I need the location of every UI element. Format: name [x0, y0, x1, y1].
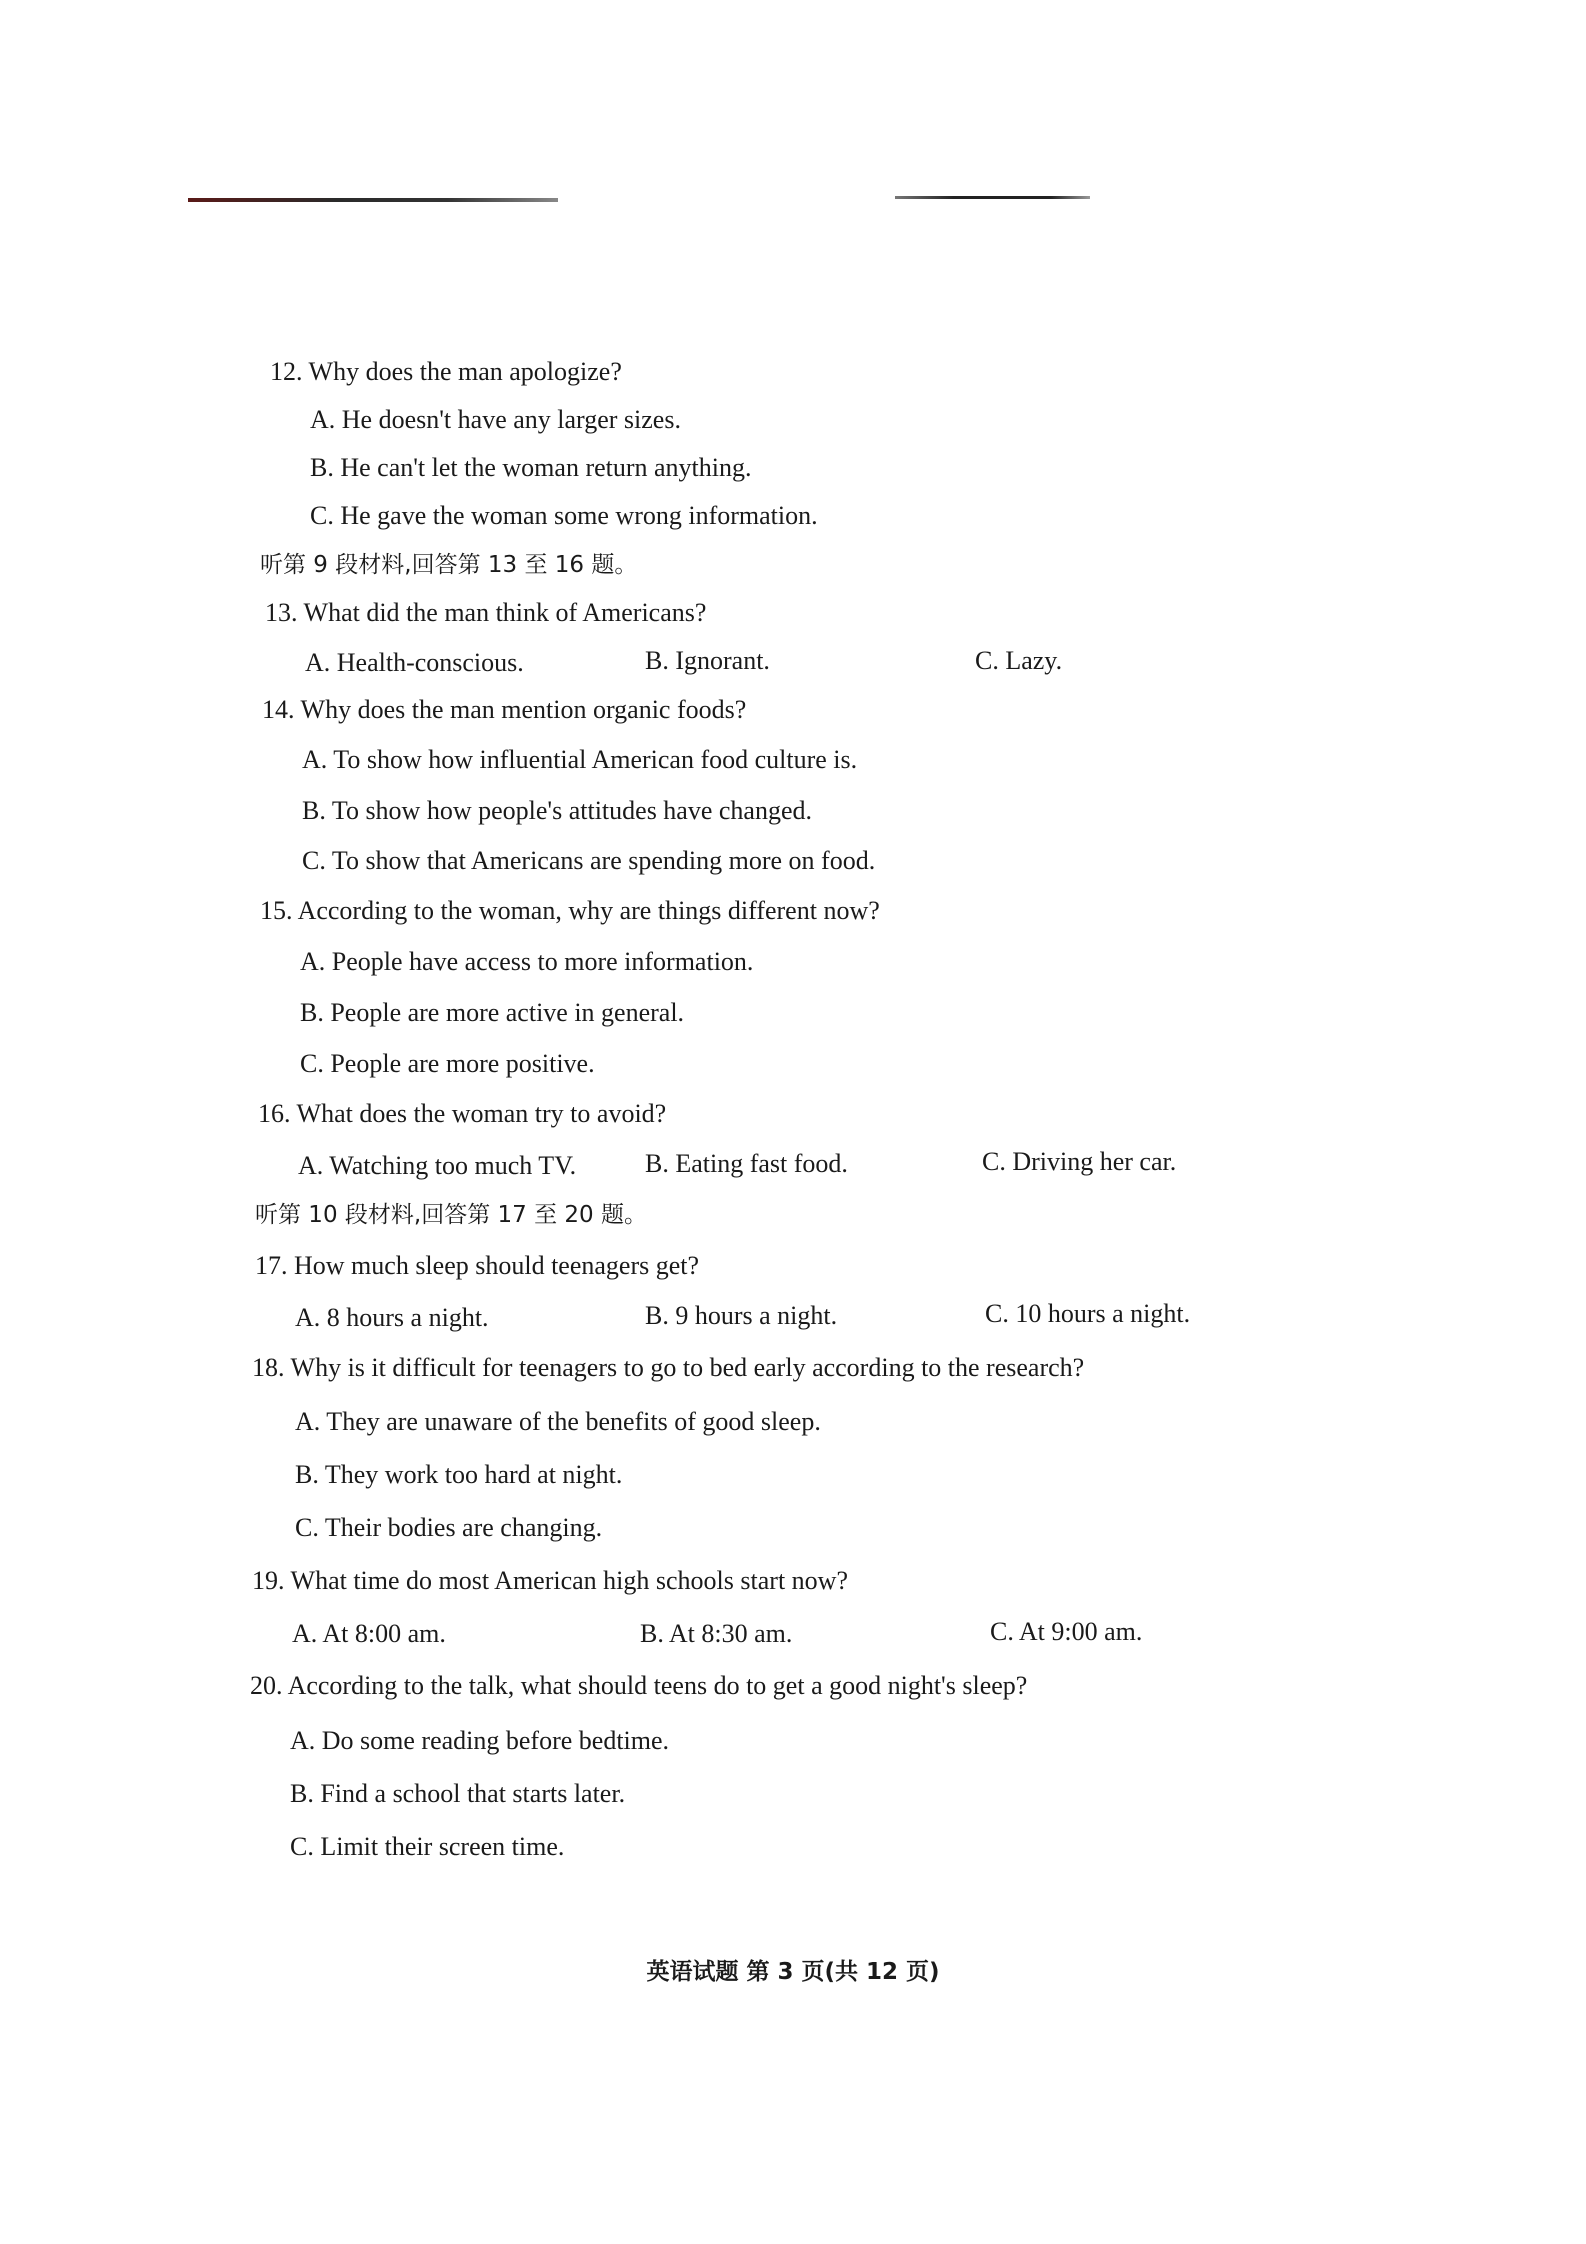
question-13-stem: 13. What did the man think of Americans? — [265, 598, 707, 627]
question-15-option-c: C. People are more positive. — [300, 1049, 595, 1078]
question-15-option-b: B. People are more active in general. — [300, 998, 685, 1027]
question-18-option-b: B. They work too hard at night. — [295, 1460, 623, 1489]
question-20-option-b: B. Find a school that starts later. — [290, 1779, 626, 1808]
question-18-option-c: C. Their bodies are changing. — [295, 1513, 603, 1542]
question-19-option-b: B. At 8:30 am. — [640, 1619, 793, 1648]
question-17-option-a: A. 8 hours a night. — [295, 1303, 489, 1332]
question-17-stem: 17. How much sleep should teenagers get? — [255, 1251, 700, 1280]
question-19-stem: 19. What time do most American high schools start now? — [252, 1566, 848, 1595]
question-20-stem: 20. According to the talk, what should teens do to get a good night's sleep? — [250, 1671, 1028, 1700]
question-14-option-c: C. To show that Americans are spending more on food. — [302, 846, 876, 875]
question-12-option-c: C. He gave the woman some wrong information. — [310, 501, 818, 530]
question-12-option-b: B. He can't let the woman return anything. — [310, 453, 752, 482]
section-10-instruction: 听第 10 段材料,回答第 17 至 20 题。 — [255, 1202, 647, 1228]
question-16-stem: 16. What does the woman try to avoid? — [258, 1099, 667, 1128]
question-13-option-c: C. Lazy. — [975, 646, 1063, 675]
header-rule-right — [895, 196, 1090, 199]
question-18-stem: 18. Why is it difficult for teenagers to go to bed early according to the research? — [252, 1353, 1085, 1382]
question-12-option-a: A. He doesn't have any larger sizes. — [310, 405, 681, 434]
question-18-option-a: A. They are unaware of the benefits of good sleep. — [295, 1407, 821, 1436]
question-14-option-a: A. To show how influential American food culture is. — [302, 745, 858, 774]
question-17-option-c: C. 10 hours a night. — [985, 1299, 1191, 1328]
question-16-option-a: A. Watching too much TV. — [298, 1151, 577, 1180]
question-16-option-b: B. Eating fast food. — [645, 1149, 848, 1178]
question-14-stem: 14. Why does the man mention organic foods? — [262, 695, 747, 724]
question-19-option-a: A. At 8:00 am. — [292, 1619, 446, 1648]
question-14-option-b: B. To show how people's attitudes have changed. — [302, 796, 813, 825]
question-17-option-b: B. 9 hours a night. — [645, 1301, 838, 1330]
question-15-stem: 15. According to the woman, why are things different now? — [260, 896, 880, 925]
question-20-option-c: C. Limit their screen time. — [290, 1832, 565, 1861]
header-rule-left — [188, 198, 558, 202]
question-13-option-a: A. Health-conscious. — [305, 648, 524, 677]
question-13-option-b: B. Ignorant. — [645, 646, 770, 675]
question-19-option-c: C. At 9:00 am. — [990, 1617, 1143, 1646]
question-16-option-c: C. Driving her car. — [982, 1147, 1177, 1176]
section-9-instruction: 听第 9 段材料,回答第 13 至 16 题。 — [260, 552, 638, 578]
question-15-option-a: A. People have access to more information. — [300, 947, 754, 976]
page-footer: 英语试题 第 3 页(共 12 页) — [646, 1959, 940, 1985]
question-12-stem: 12. Why does the man apologize? — [270, 357, 622, 386]
question-20-option-a: A. Do some reading before bedtime. — [290, 1726, 670, 1755]
